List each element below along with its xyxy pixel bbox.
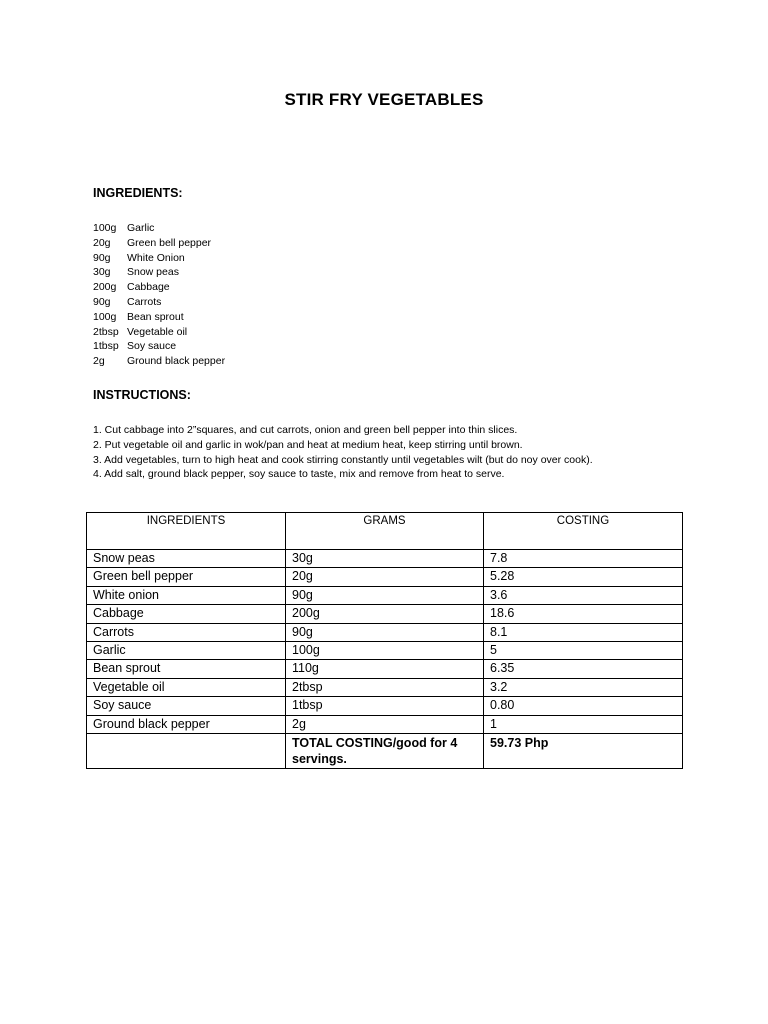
ingredient-name: Ground black pepper bbox=[127, 355, 226, 368]
cell-grams: 1tbsp bbox=[286, 697, 484, 715]
costing-table bbox=[86, 512, 683, 769]
cell-costing: 1 bbox=[484, 715, 683, 733]
ingredient-name: Garlic bbox=[127, 222, 155, 234]
cell-costing: 7.8 bbox=[484, 550, 683, 568]
table-row bbox=[87, 550, 683, 568]
ingredient-qty: 20g bbox=[93, 236, 111, 249]
table-row bbox=[87, 605, 683, 623]
ingredient-qty: 1tbsp bbox=[93, 340, 119, 353]
ingredient-qty: 100g bbox=[93, 310, 117, 323]
ingredient-qty: 30g bbox=[93, 266, 111, 279]
cell-empty bbox=[87, 734, 286, 769]
ingredient-item bbox=[93, 339, 225, 354]
cell-grams: 2g bbox=[286, 715, 484, 733]
instruction-step: 4. Add salt, ground black pepper, soy sauce to taste, mix and remove from heat to serve. bbox=[93, 468, 505, 481]
ingredients-list bbox=[93, 221, 225, 369]
ingredient-qty: 2tbsp bbox=[93, 325, 119, 338]
document-title: STIR FRY VEGETABLES bbox=[284, 90, 484, 109]
cell-ingredient: Vegetable oil bbox=[87, 678, 286, 696]
column-header-ingredients: INGREDIENTS bbox=[87, 513, 286, 550]
table-row bbox=[87, 623, 683, 641]
column-header-costing: COSTING bbox=[484, 513, 683, 550]
cell-costing: 3.2 bbox=[484, 678, 683, 696]
table-row bbox=[87, 568, 683, 586]
ingredient-item bbox=[93, 310, 225, 325]
instruction-step: 2. Put vegetable oil and garlic in wok/pan and heat at medium heat, keep stirring until brown. bbox=[93, 438, 523, 451]
ingredient-item bbox=[93, 265, 225, 280]
ingredient-name: Snow peas bbox=[127, 266, 179, 279]
cell-ingredient: Carrots bbox=[87, 623, 286, 641]
cell-ingredient: Snow peas bbox=[87, 550, 286, 568]
ingredient-item bbox=[93, 251, 225, 266]
ingredient-name: Green bell pepper bbox=[127, 236, 212, 249]
cell-grams: 20g bbox=[286, 568, 484, 586]
instructions-heading: INSTRUCTIONS: bbox=[93, 388, 191, 402]
cell-costing: 6.35 bbox=[484, 660, 683, 678]
total-label: TOTAL COSTING/good for 4 servings. bbox=[286, 734, 484, 769]
ingredient-item bbox=[93, 295, 225, 310]
cell-ingredient: White onion bbox=[87, 586, 286, 604]
ingredient-name: Cabbage bbox=[127, 281, 170, 294]
cell-grams: 110g bbox=[286, 660, 484, 678]
total-row bbox=[87, 734, 683, 769]
cell-ingredient: Soy sauce bbox=[87, 697, 286, 715]
column-header-grams: GRAMS bbox=[286, 513, 484, 550]
ingredient-name: Carrots bbox=[127, 295, 162, 308]
cell-grams: 90g bbox=[286, 623, 484, 641]
cell-costing: 18.6 bbox=[484, 605, 683, 623]
ingredient-qty: 2g bbox=[93, 355, 105, 368]
ingredient-item bbox=[93, 280, 225, 295]
table-row bbox=[87, 586, 683, 604]
cell-ingredient: Ground black pepper bbox=[87, 715, 286, 733]
ingredient-qty: 100g bbox=[93, 222, 117, 234]
table-row bbox=[87, 642, 683, 660]
instruction-step: 1. Cut cabbage into 2”squares, and cut carrots, onion and green bell pepper into thin slices. bbox=[93, 424, 518, 436]
cell-ingredient: Green bell pepper bbox=[87, 568, 286, 586]
cell-grams: 100g bbox=[286, 642, 484, 660]
table-row bbox=[87, 715, 683, 733]
cell-grams: 90g bbox=[286, 586, 484, 604]
cell-grams: 2tbsp bbox=[286, 678, 484, 696]
cell-costing: 8.1 bbox=[484, 623, 683, 641]
ingredient-name: White Onion bbox=[127, 251, 185, 264]
cell-costing: 3.6 bbox=[484, 586, 683, 604]
table-row bbox=[87, 697, 683, 715]
cell-costing: 0.80 bbox=[484, 697, 683, 715]
cell-costing: 5.28 bbox=[484, 568, 683, 586]
cell-ingredient: Bean sprout bbox=[87, 660, 286, 678]
cell-grams: 30g bbox=[286, 550, 484, 568]
table-row bbox=[87, 660, 683, 678]
ingredients-heading: INGREDIENTS: bbox=[93, 186, 183, 200]
table-row bbox=[87, 678, 683, 696]
ingredient-name: Soy sauce bbox=[127, 340, 177, 353]
cell-costing: 5 bbox=[484, 642, 683, 660]
instruction-step: 3. Add vegetables, turn to high heat and cook stirring constantly until vegetables wilt (but do noy over cook). bbox=[93, 453, 593, 466]
ingredient-item bbox=[93, 236, 225, 251]
ingredient-name: Bean sprout bbox=[127, 310, 184, 323]
ingredient-item bbox=[93, 354, 225, 369]
ingredient-item bbox=[93, 325, 225, 340]
instructions-list bbox=[93, 423, 593, 482]
ingredient-qty: 200g bbox=[93, 281, 117, 294]
total-value: 59.73 Php bbox=[484, 734, 683, 769]
ingredient-qty: 90g bbox=[93, 295, 111, 308]
ingredient-qty: 90g bbox=[93, 251, 111, 264]
cell-ingredient: Cabbage bbox=[87, 605, 286, 623]
ingredient-name: Vegetable oil bbox=[127, 325, 188, 338]
table-header-row bbox=[87, 513, 683, 550]
ingredient-item bbox=[93, 221, 225, 236]
cell-grams: 200g bbox=[286, 605, 484, 623]
cell-ingredient: Garlic bbox=[87, 642, 286, 660]
